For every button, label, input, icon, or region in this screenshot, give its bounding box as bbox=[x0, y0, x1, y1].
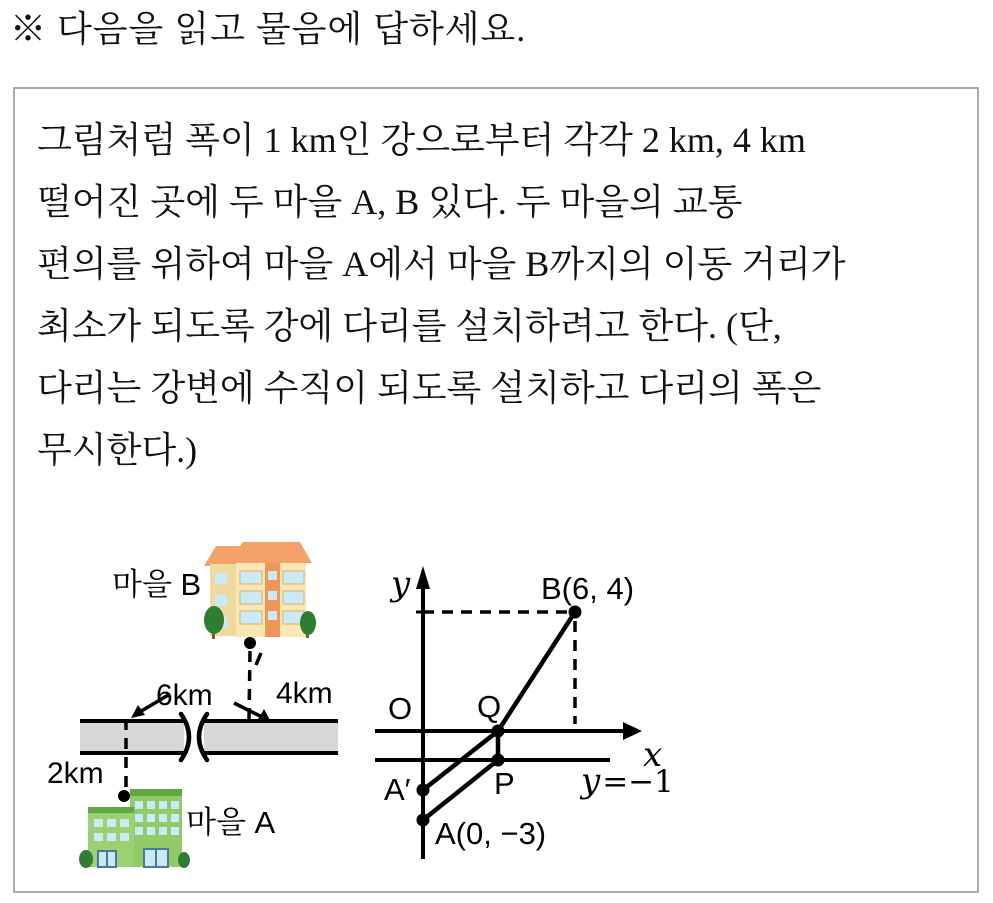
coordinate-diagram bbox=[373, 553, 688, 873]
y-axis-arrow bbox=[416, 566, 430, 589]
distance-6km-label: 6km bbox=[156, 679, 213, 712]
point-q bbox=[492, 725, 505, 738]
point-p-label: P bbox=[494, 766, 515, 801]
point-a-prime bbox=[417, 784, 430, 797]
origin-label: O bbox=[388, 691, 413, 726]
instruction-text: ※ 다음을 읽고 물음에 답하세요. bbox=[10, 9, 527, 49]
problem-line: 그림처럼 폭이 1 km인 강으로부터 각각 2 km, 4 km bbox=[37, 120, 806, 160]
point-q-label: Q bbox=[477, 689, 502, 724]
point-a-label: A(0, −3) bbox=[435, 816, 547, 851]
village-b-building-illustration bbox=[204, 542, 316, 639]
segment-a-to-p bbox=[423, 760, 498, 820]
segment-q-to-b bbox=[498, 612, 575, 731]
point-b bbox=[569, 606, 582, 619]
problem-line: 편의를 위하여 마을 A에서 마을 B까지의 이동 거리가 bbox=[37, 244, 846, 284]
point-b-label: B(6, 4) bbox=[541, 571, 635, 606]
problem-line: 다리는 강변에 수직이 되도록 설치하고 다리의 폭은 bbox=[37, 368, 822, 408]
b-dash-accent bbox=[256, 653, 261, 665]
line-y-equals-minus-1-label: y=−1 bbox=[581, 761, 674, 801]
village-a-point bbox=[118, 790, 130, 802]
river bbox=[80, 714, 338, 760]
problem-line: 무시한다.) bbox=[37, 430, 198, 470]
point-a bbox=[417, 814, 430, 827]
x-axis-label: x bbox=[643, 735, 663, 775]
village-river-diagram bbox=[18, 533, 378, 885]
y-axis-label: y bbox=[391, 564, 411, 604]
x-axis bbox=[375, 722, 642, 740]
problem-line: 떨어진 곳에 두 마을 A, B 있다. 두 마을의 교통 bbox=[37, 182, 743, 222]
village-b-label: 마을 B bbox=[112, 567, 202, 602]
village-b-point bbox=[244, 637, 256, 649]
x-axis-arrow bbox=[623, 722, 642, 740]
village-a-label: 마을 A bbox=[186, 805, 276, 840]
point-p bbox=[492, 754, 505, 767]
problem-line: 최소가 되도록 강에 다리를 설치하려고 한다. (단, bbox=[37, 306, 782, 346]
problem-text bbox=[37, 109, 962, 481]
distance-4km-label: 4km bbox=[276, 677, 333, 710]
distance-2km-label: 2km bbox=[47, 757, 104, 790]
point-a-prime-label: A′ bbox=[384, 772, 411, 807]
village-a-building-illustration bbox=[79, 789, 190, 868]
